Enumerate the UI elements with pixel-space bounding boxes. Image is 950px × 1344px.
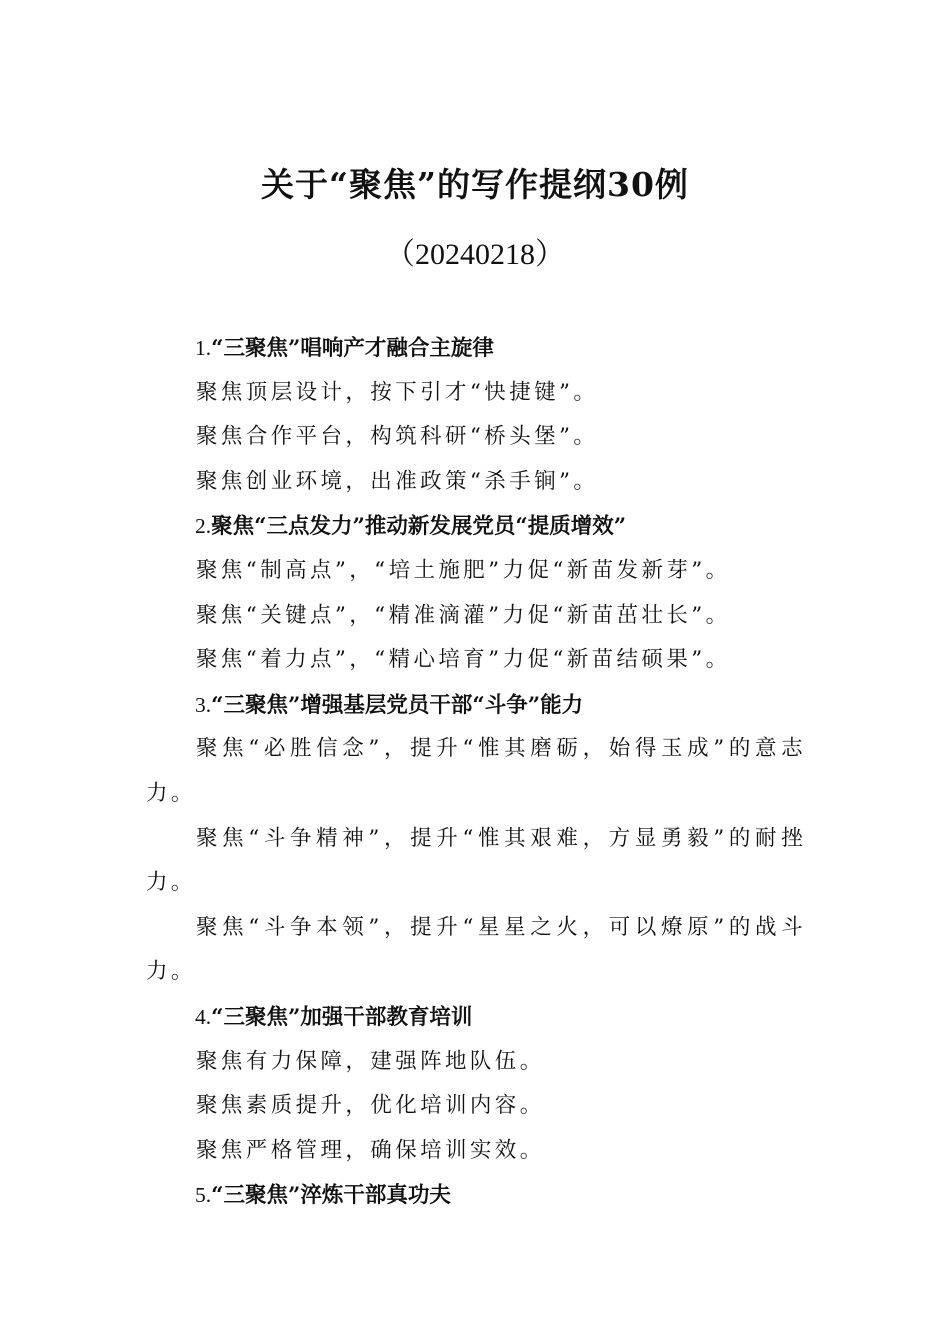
section-number: 5. — [195, 1183, 212, 1208]
section-number: 3. — [195, 692, 212, 717]
paragraph: 聚焦顶层设计，按下引才“快捷键”。 — [196, 379, 599, 405]
paragraph: 聚焦严格管理，确保培训实效。 — [196, 1137, 545, 1163]
section-heading-2 — [146, 504, 806, 549]
section-number: 4. — [195, 1004, 212, 1029]
paragraph: 聚焦“着力点”，“精心培育”力促“新苗结硕果”。 — [196, 647, 731, 673]
document-date: （20240218） — [385, 238, 565, 271]
section-heading-3 — [146, 683, 806, 728]
section-heading-text: “三聚焦”唱响产才融合主旋律 — [211, 336, 494, 361]
paragraph: 聚焦合作平台，构筑科研“桥头堡”。 — [196, 424, 599, 450]
paragraph: 聚焦“斗争精神”，提升“惟其艰难，方显勇毅”的耐挫力。 — [146, 825, 806, 896]
section-heading-1 — [146, 326, 806, 371]
section-heading-text: “三聚焦”增强基层党员干部“斗争”能力 — [211, 692, 584, 718]
section-number: 2. — [195, 514, 212, 539]
paragraph: 聚焦“必胜信念”，提升“惟其磨砺，始得玉成”的意志力。 — [146, 736, 806, 806]
section-heading-text: “三聚焦”淬炼干部真功夫 — [211, 1183, 451, 1209]
paragraph: 聚焦有力保障，建强阵地队伍。 — [196, 1048, 545, 1074]
document-body — [146, 326, 806, 1218]
paragraph: 聚焦素质提升，优化培训内容。 — [196, 1093, 545, 1119]
section-heading-text: 聚焦“三点发力”推动新发展党员“提质增效” — [211, 514, 627, 540]
paragraph: 聚焦创业环境，出准政策“杀手锏”。 — [196, 468, 599, 494]
section-number: 1. — [195, 336, 212, 360]
section-heading-text: “三聚焦”加强干部教育培训 — [211, 1004, 473, 1030]
paragraph: 聚焦“斗争本领”，提升“星星之火，可以燎原”的战斗力。 — [146, 914, 806, 985]
document-title: 关于“聚焦”的写作提纲30例 — [261, 165, 689, 204]
paragraph: 聚焦“关键点”，“精准滴灌”力促“新苗茁壮长”。 — [196, 602, 731, 628]
section-heading-4 — [146, 995, 806, 1040]
paragraph: 聚焦“制高点”，“培土施肥”力促“新苗发新芽”。 — [196, 557, 731, 583]
section-heading-5 — [146, 1173, 806, 1218]
